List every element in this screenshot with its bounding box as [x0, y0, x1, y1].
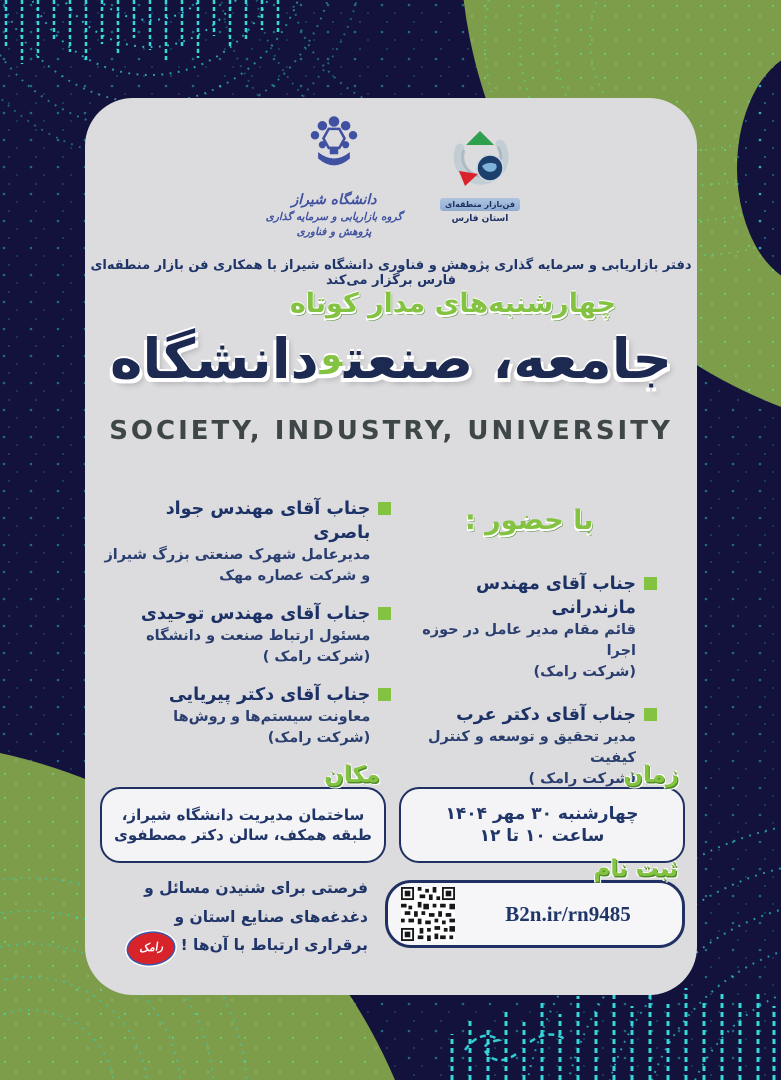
main-title: [85, 324, 697, 396]
header-logos: [85, 112, 697, 238]
speaker-baseri: [103, 497, 391, 587]
organizer-line: دفتر بازاریابی و سرمایه گذاری پژوهش و فناوری دانشگاه شیراز با همکاری فن بازار منطقه‌ای فارس برگزار می‌کند: [90, 258, 692, 288]
series-title: چهارشنبه‌های مدار کوتاه: [289, 288, 617, 319]
registration-box: [385, 856, 685, 948]
speaker-role: مدیر تحقیق و توسعه و کنترل کیفیت: [427, 729, 636, 766]
speaker-piriaei: [103, 683, 391, 749]
note-line3: برقراری ارتباط با آن‌ها !: [180, 936, 368, 955]
closing-note: [100, 870, 372, 960]
speaker-name: جناب آقای مهندس توحیدی: [140, 604, 371, 624]
speaker-tohidi: [103, 602, 391, 668]
speaker-name: جناب آقای دکتر عرب: [456, 705, 636, 725]
speakers-column-right: [401, 493, 657, 810]
place-label: مکان: [324, 762, 380, 788]
shiraz-university-logo: [259, 112, 409, 238]
university-name: دانشگاه شیراز: [291, 192, 377, 208]
university-dept-line: گروه بازاریابی و سرمایه گذاری: [265, 211, 403, 223]
university-emblem-icon: [297, 112, 371, 186]
speaker-company: و شرکت عصاره مهک: [219, 568, 371, 584]
place-box: [100, 762, 386, 863]
technomart-emblem-icon: [448, 130, 512, 192]
main-title-part1: جامعه، صنعت: [344, 327, 673, 391]
main-title-conjunction: و: [320, 335, 343, 375]
bullet-square-icon: [378, 607, 391, 620]
speaker-company: (شرکت رامک): [533, 664, 636, 680]
bullet-square-icon: [378, 688, 391, 701]
registration-row: [100, 856, 685, 960]
poster-card: [85, 98, 697, 995]
bullet-square-icon: [644, 577, 657, 590]
bullet-square-icon: [378, 502, 391, 515]
ramak-logo-text: رامک: [138, 940, 164, 956]
speaker-name: جناب آقای مهندس مازندرانی: [476, 574, 636, 618]
speaker-company: (شرکت رامک ): [528, 771, 636, 787]
presence-heading: با حضور :: [464, 505, 594, 536]
event-date: چهارشنبه ۳۰ مهر ۱۴۰۴: [445, 804, 639, 824]
speaker-mazandarani: [401, 572, 657, 683]
technomart-label: فن‌بازار منطقه‌ای: [440, 198, 520, 211]
speaker-name: جناب آقای دکتر پیریایی: [168, 685, 371, 705]
speaker-role: قائم مقام مدیر عامل در حوزه اجرا: [422, 622, 636, 659]
university-dept-line2: پژوهش و فناوری: [296, 226, 372, 238]
registration-url-link[interactable]: B2n.ir/rn9485: [505, 901, 631, 926]
main-title-part2: دانشگاه: [109, 327, 319, 391]
speaker-company: (شرکت رامک): [267, 730, 371, 746]
speaker-role: معاونت سیستم‌ها و روش‌ها: [173, 709, 371, 725]
speaker-company: (شرکت رامک ): [262, 649, 371, 665]
speaker-arab: [401, 703, 657, 790]
time-label: زمان: [623, 762, 679, 788]
english-title: SOCIETY, INDUSTRY, UNIVERSITY: [109, 416, 673, 446]
note-line1: فرصتی برای شنیدن مسائل و: [144, 879, 368, 897]
technomart-province: استان فارس: [451, 214, 509, 224]
fars-technomart-logo: [437, 130, 523, 224]
speakers-section: [103, 493, 657, 810]
venue-line2: طبقه همکف، سالن دکتر مصطفوی: [114, 826, 372, 844]
speaker-role: مدیرعامل شهرک صنعتی بزرگ شیراز: [104, 547, 371, 563]
speaker-name: جناب آقای مهندس جواد باصری: [165, 499, 371, 543]
qr-code: [401, 887, 455, 941]
venue-line1: ساختمان مدیریت دانشگاه شیراز،: [121, 806, 365, 824]
bullet-square-icon: [644, 708, 657, 721]
note-line2: دغدغه‌های صنایع استان و: [174, 907, 368, 926]
registration-label: ثبت نام: [593, 856, 678, 882]
speaker-role: مسئول ارتباط صنعت و دانشگاه: [146, 628, 371, 644]
event-hours: ساعت ۱۰ تا ۱۲: [479, 826, 605, 846]
